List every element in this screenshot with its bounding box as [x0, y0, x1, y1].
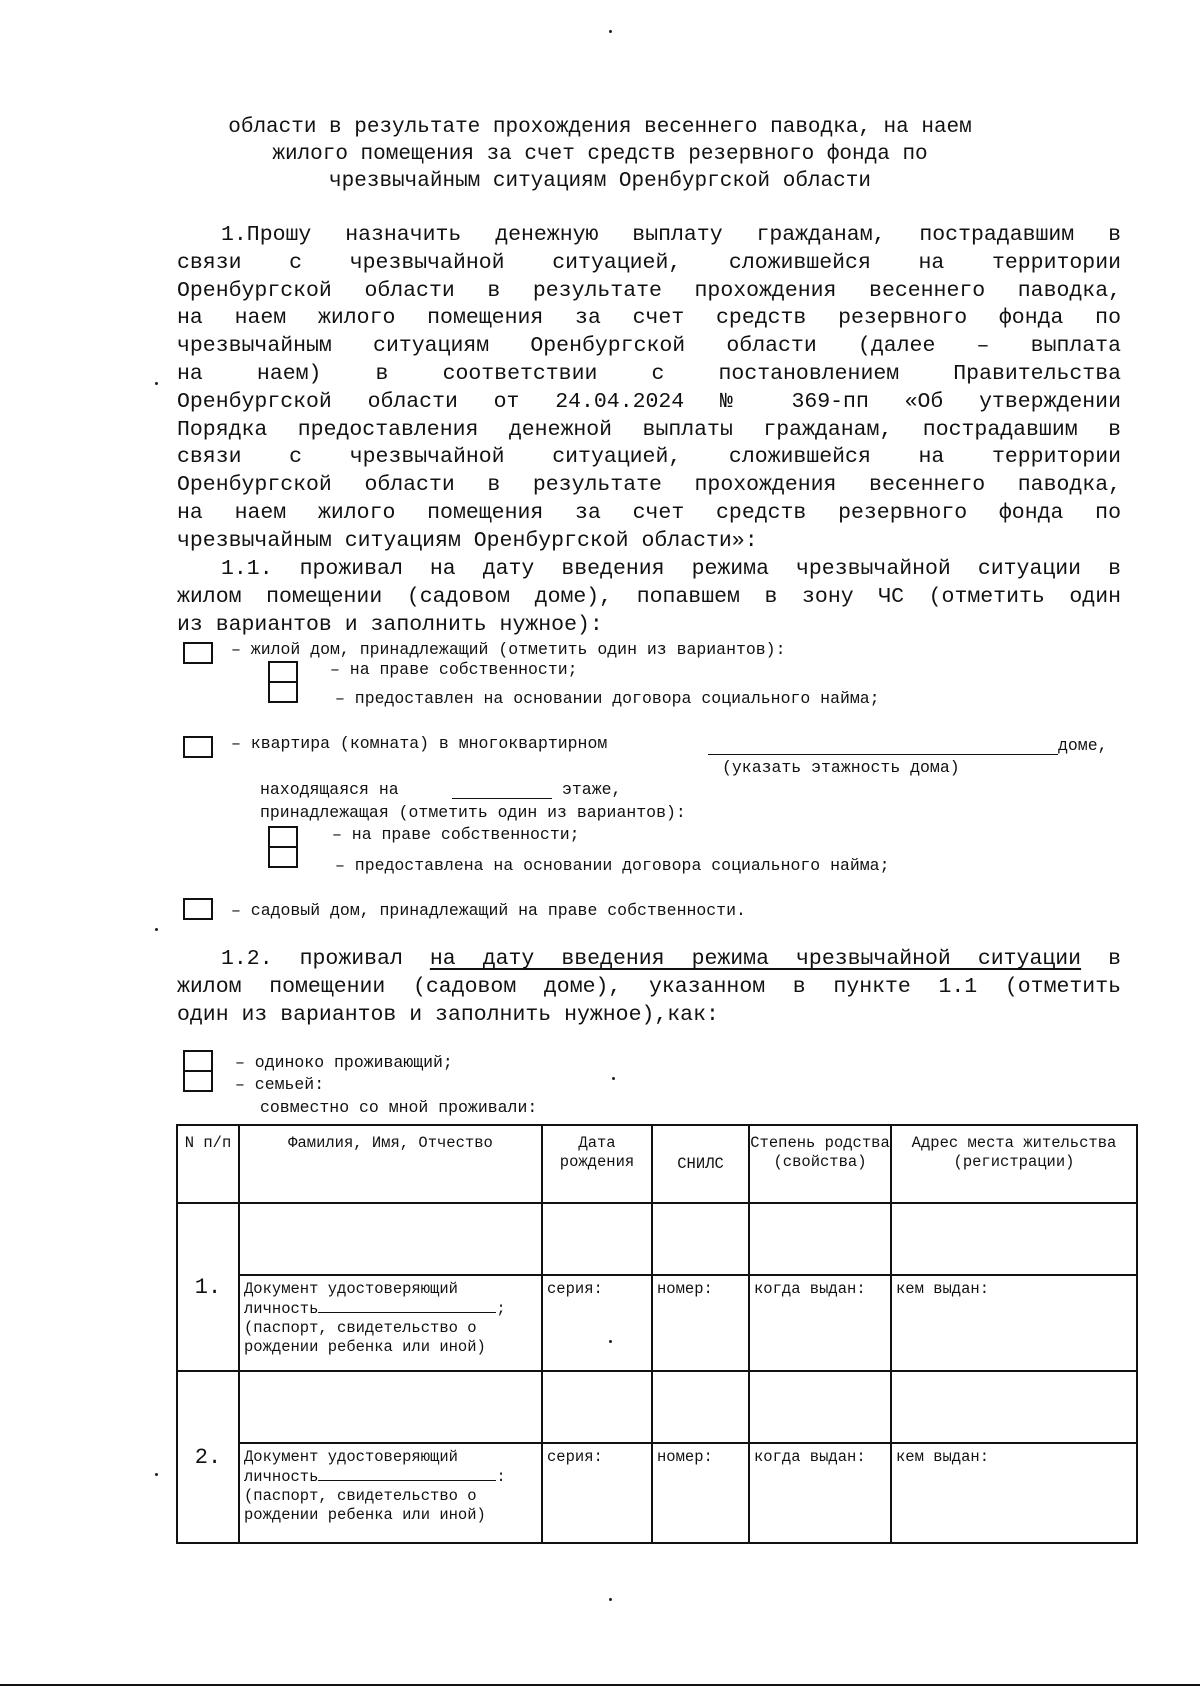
request-line: связи с чрезвычайной ситуацией, сложившейся на территории [177, 445, 1121, 470]
scan-bottom-edge [0, 1684, 1200, 1686]
birth-date-cell[interactable] [542, 1371, 652, 1443]
id-doc-label: личность [244, 1300, 319, 1318]
request-paragraph [177, 222, 1121, 556]
request-line: Оренбургской области в результате прохождения весеннего паводка, [177, 473, 1121, 498]
table-row [177, 1203, 1137, 1275]
scan-speck [609, 1598, 612, 1601]
apartment-label: – квартира (комната) в многоквартирном [231, 734, 608, 753]
id-doc-hint: рождении ребенка или иной) [244, 1506, 486, 1524]
issued-by-cell[interactable]: кем выдан: [891, 1275, 1137, 1371]
id-doc-type-line [244, 1467, 537, 1487]
snils-cell[interactable] [652, 1203, 749, 1275]
id-doc-hint: (паспорт, свидетельство о [244, 1487, 477, 1505]
scan-speck [609, 30, 612, 33]
id-doc-hint: рождении ребенка или иной) [244, 1338, 486, 1356]
house-own-label: – на праве собственности; [330, 660, 578, 679]
address-cell[interactable] [891, 1203, 1137, 1275]
issued-when-cell[interactable]: когда выдан: [749, 1275, 891, 1371]
household-members-table [176, 1124, 1138, 1544]
section-1-1 [177, 556, 1121, 639]
scan-speck [155, 382, 158, 385]
id-document-cell[interactable] [239, 1275, 542, 1371]
house-checkbox[interactable] [183, 642, 213, 664]
series-cell[interactable]: серия: [542, 1275, 652, 1371]
col-header-relationship: Степень родства (свойства) [749, 1125, 891, 1203]
request-line: связи с чрезвычайной ситуацией, сложившейся на территории [177, 250, 1121, 275]
id-doc-hint: (паспорт, свидетельство о [244, 1319, 477, 1337]
request-line: чрезвычайным ситуациям Оренбургской области (далее – выплата [177, 334, 1121, 359]
apartment-own-label: – на праве собственности; [332, 825, 580, 844]
table-row [177, 1371, 1137, 1443]
scan-speck [609, 1340, 612, 1343]
col-header-birth-date: Дата рождения [542, 1125, 652, 1203]
heading-line: чрезвычайным ситуациям Оренбургской области [329, 170, 871, 193]
house-social-label: – предоставлен на основании договора социального найма; [335, 689, 880, 708]
apartment-checkbox[interactable] [183, 736, 213, 758]
table-header-row [177, 1125, 1137, 1203]
apartment-social-label: – предоставлена на основании договора социального найма; [335, 856, 890, 875]
apartment-ownership-checkboxes[interactable] [268, 826, 298, 868]
living-family-label: – семьей: [235, 1075, 325, 1094]
request-line: 1.Прошу назначить денежную выплату гражданам, пострадавшим в [221, 223, 1121, 247]
id-document-cell[interactable] [239, 1443, 542, 1543]
relationship-cell[interactable] [749, 1203, 891, 1275]
section-1-2-post: в [1108, 947, 1121, 971]
full-name-cell[interactable] [239, 1203, 542, 1275]
issued-by-cell[interactable]: кем выдан: [891, 1443, 1137, 1543]
section-1-2-line [177, 946, 1121, 974]
section-1-2-line: жилом помещении (садовом доме), указанном в пункте 1.1 (отметить [177, 974, 1121, 999]
apartment-suffix: доме, [1058, 736, 1108, 755]
section-1-1-line: из вариантов и заполнить нужное): [177, 612, 603, 637]
floor-post-label: этаже, [562, 780, 622, 799]
section-1-1-line: жилом помещении (садовом доме), попавшем в зону ЧС (отметить один [177, 584, 1121, 609]
table-row [177, 1443, 1137, 1543]
house-label: – жилой дом, принадлежащий (отметить один из вариантов): [231, 640, 786, 659]
heading-line: области в результате прохождения весеннего паводка, на наем [228, 116, 972, 139]
living-alone-label: – одиноко проживающий; [235, 1053, 453, 1072]
row-number: 1. [177, 1203, 239, 1371]
section-1-2-line: один из вариантов и заполнить нужное),как: [177, 1002, 719, 1027]
relationship-cell[interactable] [749, 1371, 891, 1443]
garden-house-checkbox[interactable] [183, 898, 213, 920]
series-cell[interactable]: серия: [542, 1443, 652, 1543]
section-1-2-underlined: на дату введения режима чрезвычайной ситуации [429, 947, 1082, 971]
request-line: на наем жилого помещения за счет средств резервного фонда по [177, 306, 1121, 331]
heading-line: жилого помещения за счет средств резервного фонда по [272, 143, 928, 166]
request-line: на наем) в соответствии с постановлением Правительства [177, 361, 1121, 386]
snils-cell[interactable] [652, 1371, 749, 1443]
floor-pre-label: находящаяся на [260, 780, 399, 799]
id-doc-punct: : [496, 1468, 506, 1486]
request-line: Порядка предоставления денежной выплаты гражданам, пострадавшим в [177, 417, 1121, 442]
id-doc-fill[interactable] [318, 1467, 496, 1481]
table-row [177, 1275, 1137, 1371]
issued-when-cell[interactable]: когда выдан: [749, 1443, 891, 1543]
request-line: на наем жилого помещения за счет средств резервного фонда по [177, 500, 1121, 525]
col-header-full-name: Фамилия, Имя, Отчество [239, 1125, 542, 1203]
id-doc-type-line [244, 1299, 537, 1319]
col-header-address: Адрес места жительства (регистрации) [891, 1125, 1137, 1203]
floors-input-line[interactable] [708, 754, 1058, 755]
scan-speck [612, 1077, 615, 1080]
living-together-label: совместно со мной проживали: [260, 1098, 538, 1117]
id-doc-fill[interactable] [318, 1299, 496, 1313]
request-line: Оренбургской области в результате прохождения весеннего паводка, [177, 278, 1121, 303]
request-line: чрезвычайным ситуациям Оренбургской области»: [177, 528, 758, 553]
form-heading [160, 114, 1040, 195]
section-1-2 [177, 946, 1121, 1029]
col-header-number: N п/п [177, 1125, 239, 1203]
section-1-2-pre: 1.2. проживал [221, 947, 403, 971]
row-number: 2. [177, 1371, 239, 1543]
floors-hint: (указать этажность дома) [722, 758, 960, 777]
birth-date-cell[interactable] [542, 1203, 652, 1275]
id-doc-caption: Документ удостоверяющий [244, 1280, 458, 1298]
section-1-1-line: 1.1. проживал на дату введения режима чрезвычайной ситуации в [221, 557, 1121, 581]
house-ownership-checkboxes[interactable] [268, 661, 298, 703]
id-doc-label: личность [244, 1468, 319, 1486]
number-cell[interactable]: номер: [652, 1275, 749, 1371]
request-line: Оренбургской области от 24.04.2024 № 369-пп «Об утверждении [177, 389, 1121, 414]
address-cell[interactable] [891, 1371, 1137, 1443]
floor-input-line[interactable] [452, 798, 552, 799]
id-doc-caption: Документ удостоверяющий [244, 1448, 458, 1466]
col-header-snils: СНИЛС [652, 1125, 749, 1203]
scan-speck [155, 1473, 158, 1476]
garden-house-label: – садовый дом, принадлежащий на праве собственности. [231, 901, 746, 920]
apartment-belongs-label: принадлежащая (отметить один из вариантов): [260, 803, 686, 822]
id-doc-punct: ; [496, 1300, 506, 1318]
full-name-cell[interactable] [239, 1371, 542, 1443]
living-status-checkboxes[interactable] [183, 1050, 213, 1092]
scan-speck [155, 928, 158, 931]
number-cell[interactable]: номер: [652, 1443, 749, 1543]
